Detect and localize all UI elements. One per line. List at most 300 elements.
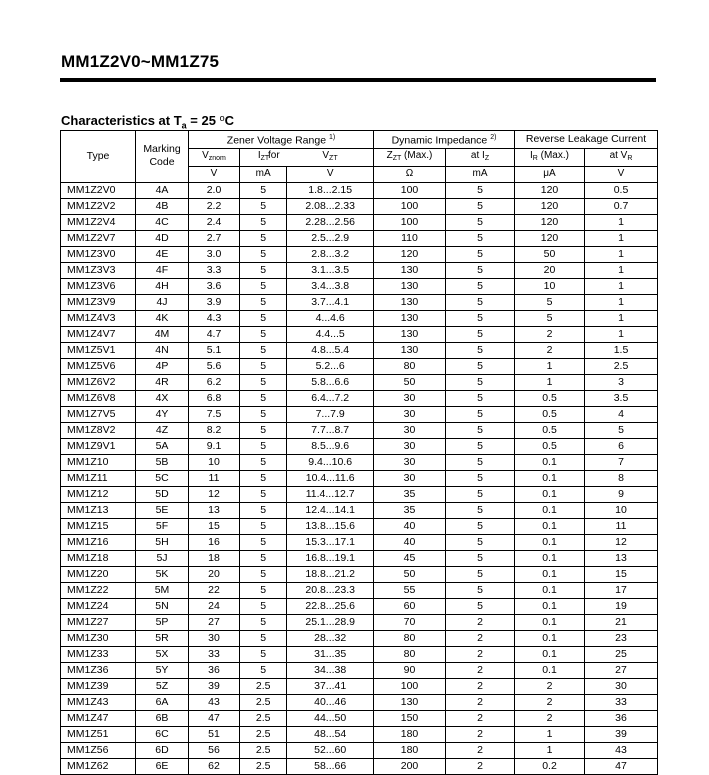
type-cell: MM1Z36 bbox=[61, 662, 136, 678]
vzt-range-cell: 1.8...2.15 bbox=[287, 182, 374, 198]
marking-code-cell: 4C bbox=[136, 214, 189, 230]
at-iz-cell: 2 bbox=[446, 646, 515, 662]
document-title: MM1Z2V0~MM1Z75 bbox=[61, 52, 220, 71]
type-cell: MM1Z2V2 bbox=[61, 198, 136, 214]
table-row bbox=[61, 374, 658, 390]
marking-code-cell: 6D bbox=[136, 742, 189, 758]
type-cell: MM1Z47 bbox=[61, 710, 136, 726]
marking-code-cell: 5K bbox=[136, 566, 189, 582]
table-row bbox=[61, 582, 658, 598]
at-vr-cell: 10 bbox=[585, 502, 658, 518]
type-cell: MM1Z15 bbox=[61, 518, 136, 534]
ir-cell: 2 bbox=[515, 326, 585, 342]
table-body bbox=[61, 182, 658, 774]
table-row bbox=[61, 422, 658, 438]
vzt-sub: ZT bbox=[329, 154, 338, 162]
vzt-range-cell: 2.8...3.2 bbox=[287, 246, 374, 262]
marking-code-cell: 4R bbox=[136, 374, 189, 390]
type-cell: MM1Z4V7 bbox=[61, 326, 136, 342]
at-vr-cell: 4 bbox=[585, 406, 658, 422]
vzt-range-cell: 37...41 bbox=[287, 678, 374, 694]
type-cell: MM1Z13 bbox=[61, 502, 136, 518]
marking-code-cell: 4X bbox=[136, 390, 189, 406]
vz-cell: 3.6 bbox=[189, 278, 240, 294]
marking-code-cell: 6B bbox=[136, 710, 189, 726]
at-iz-cell: 5 bbox=[446, 534, 515, 550]
vz-cell: 15 bbox=[189, 518, 240, 534]
table-row bbox=[61, 246, 658, 262]
marking-code-cell: 5R bbox=[136, 630, 189, 646]
at-iz-cell: 5 bbox=[446, 422, 515, 438]
type-cell: MM1Z5V6 bbox=[61, 358, 136, 374]
ir-cell: 0.5 bbox=[515, 422, 585, 438]
type-cell: MM1Z7V5 bbox=[61, 406, 136, 422]
izt-cell: 5 bbox=[240, 182, 287, 198]
zzt-cell: 90 bbox=[374, 662, 446, 678]
zzt-cell: 100 bbox=[374, 678, 446, 694]
at-vr-cell: 15 bbox=[585, 566, 658, 582]
at-iz-cell: 5 bbox=[446, 582, 515, 598]
marking-code-cell: 4B bbox=[136, 198, 189, 214]
type-cell: MM1Z3V6 bbox=[61, 278, 136, 294]
at-vr-cell: 7 bbox=[585, 454, 658, 470]
zzt-cell: 180 bbox=[374, 726, 446, 742]
marking-code-cell: 5M bbox=[136, 582, 189, 598]
ir-tail: (Max.) bbox=[537, 149, 569, 161]
header-zener-group bbox=[189, 131, 374, 149]
ir-label: I bbox=[530, 149, 533, 161]
vzt-range-cell: 11.4...12.7 bbox=[287, 486, 374, 502]
unit-at-vr: V bbox=[585, 166, 658, 182]
type-cell: MM1Z10 bbox=[61, 454, 136, 470]
header-at-vr bbox=[585, 148, 658, 166]
vz-cell: 2.0 bbox=[189, 182, 240, 198]
table-row bbox=[61, 486, 658, 502]
type-cell: MM1Z5V1 bbox=[61, 342, 136, 358]
header-izt-vzt: $I_{ZT}for$ $V_{ZT}$ bbox=[240, 148, 374, 166]
type-cell: MM1Z9V1 bbox=[61, 438, 136, 454]
zzt-cell: 55 bbox=[374, 582, 446, 598]
vz-cell: 47 bbox=[189, 710, 240, 726]
vzt-range-cell: 16.8...19.1 bbox=[287, 550, 374, 566]
at-iz-cell: 2 bbox=[446, 694, 515, 710]
type-cell: MM1Z56 bbox=[61, 742, 136, 758]
vzt-range-cell: 22.8...25.6 bbox=[287, 598, 374, 614]
ir-cell: 0.1 bbox=[515, 646, 585, 662]
type-cell: MM1Z6V8 bbox=[61, 390, 136, 406]
vz-cell: 3.9 bbox=[189, 294, 240, 310]
table-row bbox=[61, 390, 658, 406]
table-row bbox=[61, 614, 658, 630]
ir-cell: 20 bbox=[515, 262, 585, 278]
at-iz-cell: 5 bbox=[446, 310, 515, 326]
caption-eq: = 25 bbox=[186, 113, 220, 128]
ir-cell: 120 bbox=[515, 198, 585, 214]
zzt-cell: 100 bbox=[374, 182, 446, 198]
at-iz-cell: 2 bbox=[446, 742, 515, 758]
ir-cell: 2 bbox=[515, 710, 585, 726]
vzt-range-cell: 6.4...7.2 bbox=[287, 390, 374, 406]
zzt-cell: 120 bbox=[374, 246, 446, 262]
ir-cell: 5 bbox=[515, 310, 585, 326]
type-cell: MM1Z24 bbox=[61, 598, 136, 614]
at-iz-cell: 2 bbox=[446, 678, 515, 694]
at-iz-label: at I bbox=[470, 149, 485, 161]
vzt-range-cell: 34...38 bbox=[287, 662, 374, 678]
izt-cell: 5 bbox=[240, 294, 287, 310]
vz-cell: 9.1 bbox=[189, 438, 240, 454]
zzt-cell: 200 bbox=[374, 758, 446, 774]
type-cell: MM1Z2V7 bbox=[61, 230, 136, 246]
izt-cell: 2.5 bbox=[240, 758, 287, 774]
zzt-cell: 80 bbox=[374, 358, 446, 374]
vz-cell: 20 bbox=[189, 566, 240, 582]
at-iz-cell: 5 bbox=[446, 342, 515, 358]
at-vr-cell: 9 bbox=[585, 486, 658, 502]
at-vr-cell: 39 bbox=[585, 726, 658, 742]
marking-code-cell: 4D bbox=[136, 230, 189, 246]
ir-cell: 50 bbox=[515, 246, 585, 262]
at-iz-cell: 2 bbox=[446, 710, 515, 726]
type-cell: MM1Z6V2 bbox=[61, 374, 136, 390]
at-vr-cell: 5 bbox=[585, 422, 658, 438]
zzt-cell: 30 bbox=[374, 454, 446, 470]
vz-cell: 5.1 bbox=[189, 342, 240, 358]
type-cell: MM1Z12 bbox=[61, 486, 136, 502]
at-iz-cell: 5 bbox=[446, 406, 515, 422]
at-vr-cell: 1 bbox=[585, 262, 658, 278]
at-vr-cell: 1 bbox=[585, 294, 658, 310]
at-vr-cell: 12 bbox=[585, 534, 658, 550]
at-vr-cell: 33 bbox=[585, 694, 658, 710]
ir-cell: 0.1 bbox=[515, 502, 585, 518]
at-vr-cell: 21 bbox=[585, 614, 658, 630]
zzt-cell: 130 bbox=[374, 342, 446, 358]
zzt-cell: 80 bbox=[374, 646, 446, 662]
vzt-range-cell: 20.8...23.3 bbox=[287, 582, 374, 598]
izt-cell: 5 bbox=[240, 582, 287, 598]
marking-code-cell: 5J bbox=[136, 550, 189, 566]
vzt-range-cell: 4.4...5 bbox=[287, 326, 374, 342]
type-cell: MM1Z39 bbox=[61, 678, 136, 694]
ir-cell: 120 bbox=[515, 182, 585, 198]
ir-cell: 120 bbox=[515, 214, 585, 230]
marking-code-cell: 5E bbox=[136, 502, 189, 518]
zzt-cell: 130 bbox=[374, 694, 446, 710]
ir-cell: 120 bbox=[515, 230, 585, 246]
vz-cell: 16 bbox=[189, 534, 240, 550]
type-cell: MM1Z33 bbox=[61, 646, 136, 662]
vz-cell: 62 bbox=[189, 758, 240, 774]
at-iz-cell: 2 bbox=[446, 630, 515, 646]
at-iz-cell: 5 bbox=[446, 198, 515, 214]
characteristics-table bbox=[60, 130, 658, 775]
vzt-label: V bbox=[322, 149, 330, 161]
ir-sub: R bbox=[532, 154, 538, 162]
table-row bbox=[61, 742, 658, 758]
zener-footnote: 1) bbox=[328, 134, 336, 141]
table-row bbox=[61, 262, 658, 278]
ir-cell: 0.1 bbox=[515, 630, 585, 646]
marking-code-cell: 4M bbox=[136, 326, 189, 342]
type-cell: MM1Z27 bbox=[61, 614, 136, 630]
ir-cell: 1 bbox=[515, 726, 585, 742]
vzt-cell bbox=[287, 149, 373, 166]
table-row bbox=[61, 502, 658, 518]
izt-cell: 5 bbox=[240, 214, 287, 230]
table-row bbox=[61, 534, 658, 550]
at-vr-cell: 6 bbox=[585, 438, 658, 454]
vz-cell: 6.2 bbox=[189, 374, 240, 390]
header-leakage-group: Reverse Leakage Current bbox=[515, 131, 658, 149]
header-marking-code: Marking Code bbox=[136, 131, 189, 183]
at-vr-cell: 1.5 bbox=[585, 342, 658, 358]
zzt-cell: 35 bbox=[374, 502, 446, 518]
at-vr-cell: 3 bbox=[585, 374, 658, 390]
izt-cell: 5 bbox=[240, 390, 287, 406]
izt-cell: 5 bbox=[240, 422, 287, 438]
vz-cell: 24 bbox=[189, 598, 240, 614]
table-row bbox=[61, 294, 658, 310]
at-iz-cell: 5 bbox=[446, 598, 515, 614]
vz-cell: 2.4 bbox=[189, 214, 240, 230]
at-vr-cell: 23 bbox=[585, 630, 658, 646]
table-row bbox=[61, 198, 658, 214]
at-vr-cell: 13 bbox=[585, 550, 658, 566]
marking-code-cell: 4F bbox=[136, 262, 189, 278]
marking-code-cell: 5F bbox=[136, 518, 189, 534]
unit-ir: μA bbox=[515, 166, 585, 182]
table-row bbox=[61, 406, 658, 422]
at-iz-sub: Z bbox=[484, 154, 490, 162]
at-vr-cell: 27 bbox=[585, 662, 658, 678]
marking-code-cell: 5A bbox=[136, 438, 189, 454]
type-cell: MM1Z43 bbox=[61, 694, 136, 710]
vz-cell: 4.7 bbox=[189, 326, 240, 342]
marking-code-cell: 6E bbox=[136, 758, 189, 774]
vz-cell: 6.8 bbox=[189, 390, 240, 406]
izt-cell: 5 bbox=[240, 198, 287, 214]
marking-code-cell: 4A bbox=[136, 182, 189, 198]
ir-cell: 2 bbox=[515, 694, 585, 710]
zzt-cell: 80 bbox=[374, 630, 446, 646]
izt-label: I bbox=[257, 149, 261, 161]
marking-code-cell: 4Y bbox=[136, 406, 189, 422]
ir-cell: 0.1 bbox=[515, 454, 585, 470]
at-vr-cell: 1 bbox=[585, 278, 658, 294]
izt-cell: 5 bbox=[240, 486, 287, 502]
title-divider bbox=[60, 78, 656, 82]
izt-sub: ZT bbox=[260, 154, 270, 162]
ir-cell: 10 bbox=[515, 278, 585, 294]
izt-cell: 5 bbox=[240, 662, 287, 678]
vzt-range-cell: 9.4...10.6 bbox=[287, 454, 374, 470]
izt-cell: 2.5 bbox=[240, 742, 287, 758]
caption-prefix: Characteristics at T bbox=[61, 113, 182, 128]
header-ir bbox=[515, 148, 585, 166]
at-vr-cell: 36 bbox=[585, 710, 658, 726]
vz-cell: 7.5 bbox=[189, 406, 240, 422]
at-vr-cell: 8 bbox=[585, 470, 658, 486]
vzt-range-cell: 3.1...3.5 bbox=[287, 262, 374, 278]
table-row bbox=[61, 358, 658, 374]
type-cell: MM1Z3V0 bbox=[61, 246, 136, 262]
vzt-range-cell: 40...46 bbox=[287, 694, 374, 710]
table-row bbox=[61, 454, 658, 470]
vzt-range-cell: 18.8...21.2 bbox=[287, 566, 374, 582]
marking-code-cell: 4N bbox=[136, 342, 189, 358]
at-iz-cell: 5 bbox=[446, 470, 515, 486]
at-iz-cell: 5 bbox=[446, 566, 515, 582]
vz-cell: 3.3 bbox=[189, 262, 240, 278]
at-iz-cell: 5 bbox=[446, 358, 515, 374]
izt-cell: 2.5 bbox=[240, 710, 287, 726]
table-row bbox=[61, 470, 658, 486]
izt-cell: 5 bbox=[240, 438, 287, 454]
izt-cell: 5 bbox=[240, 614, 287, 630]
ir-cell: 0.5 bbox=[515, 390, 585, 406]
zzt-cell: 45 bbox=[374, 550, 446, 566]
vz-cell: 3.0 bbox=[189, 246, 240, 262]
at-iz-cell: 5 bbox=[446, 326, 515, 342]
marking-code-cell: 5N bbox=[136, 598, 189, 614]
zzt-cell: 60 bbox=[374, 598, 446, 614]
izt-cell: 2.5 bbox=[240, 678, 287, 694]
at-vr-cell: 30 bbox=[585, 678, 658, 694]
vz-cell: 30 bbox=[189, 630, 240, 646]
header-vz bbox=[189, 148, 240, 166]
vzt-range-cell: 3.4...3.8 bbox=[287, 278, 374, 294]
at-vr-cell: 1 bbox=[585, 246, 658, 262]
marking-code-cell: 4K bbox=[136, 310, 189, 326]
at-iz-cell: 5 bbox=[446, 502, 515, 518]
izt-cell: 5 bbox=[240, 470, 287, 486]
at-iz-cell: 5 bbox=[446, 374, 515, 390]
vzt-range-cell: 58...66 bbox=[287, 758, 374, 774]
marking-code-cell: 5D bbox=[136, 486, 189, 502]
zzt-cell: 30 bbox=[374, 470, 446, 486]
table-row bbox=[61, 214, 658, 230]
at-iz-cell: 2 bbox=[446, 758, 515, 774]
at-iz-cell: 5 bbox=[446, 454, 515, 470]
type-cell: MM1Z22 bbox=[61, 582, 136, 598]
vzt-range-cell: 31...35 bbox=[287, 646, 374, 662]
at-iz-cell: 5 bbox=[446, 214, 515, 230]
zzt-cell: 70 bbox=[374, 614, 446, 630]
marking-code-cell: 5Y bbox=[136, 662, 189, 678]
unit-vzt: V bbox=[287, 166, 374, 182]
izt-cell: 5 bbox=[240, 246, 287, 262]
vz-sub: znom bbox=[208, 154, 226, 162]
table-row bbox=[61, 758, 658, 774]
vz-cell: 11 bbox=[189, 470, 240, 486]
header-type: Type bbox=[61, 131, 136, 183]
vzt-range-cell: 4...4.6 bbox=[287, 310, 374, 326]
zzt-cell: 180 bbox=[374, 742, 446, 758]
zzt-cell: 130 bbox=[374, 262, 446, 278]
zzt-cell: 30 bbox=[374, 406, 446, 422]
table-header bbox=[61, 131, 658, 183]
at-vr-cell: 1 bbox=[585, 310, 658, 326]
type-cell: MM1Z30 bbox=[61, 630, 136, 646]
izt-cell: 5 bbox=[240, 326, 287, 342]
at-vr-cell: 19 bbox=[585, 598, 658, 614]
marking-code-cell: 6A bbox=[136, 694, 189, 710]
unit-izt: mA bbox=[240, 166, 287, 182]
at-iz-cell: 2 bbox=[446, 726, 515, 742]
at-iz-cell: 2 bbox=[446, 662, 515, 678]
table-row bbox=[61, 678, 658, 694]
izt-cell: 5 bbox=[240, 310, 287, 326]
izt-cell: 5 bbox=[240, 278, 287, 294]
table-row bbox=[61, 646, 658, 662]
caption-unit: C bbox=[224, 113, 234, 128]
header-zzt bbox=[374, 148, 446, 166]
vz-cell: 5.6 bbox=[189, 358, 240, 374]
vz-cell: 36 bbox=[189, 662, 240, 678]
at-vr-cell: 3.5 bbox=[585, 390, 658, 406]
at-vr-cell: 11 bbox=[585, 518, 658, 534]
izt-cell: 2.5 bbox=[240, 726, 287, 742]
izt-cell: 5 bbox=[240, 230, 287, 246]
izt-cell: 5 bbox=[240, 342, 287, 358]
at-iz-cell: 5 bbox=[446, 246, 515, 262]
marking-code-cell: 4E bbox=[136, 246, 189, 262]
marking-code-cell: 4Z bbox=[136, 422, 189, 438]
caption-sub: a bbox=[181, 120, 187, 131]
marking-code-cell: 5P bbox=[136, 614, 189, 630]
table-row bbox=[61, 566, 658, 582]
izt-cell: 5 bbox=[240, 598, 287, 614]
table-row bbox=[61, 630, 658, 646]
vzt-range-cell: 48...54 bbox=[287, 726, 374, 742]
table-row bbox=[61, 518, 658, 534]
ir-cell: 5 bbox=[515, 294, 585, 310]
zzt-cell: 40 bbox=[374, 518, 446, 534]
ir-cell: 1 bbox=[515, 358, 585, 374]
marking-code-cell: 6C bbox=[136, 726, 189, 742]
zzt-cell: 150 bbox=[374, 710, 446, 726]
izt-cell: 5 bbox=[240, 630, 287, 646]
zzt-cell: 100 bbox=[374, 198, 446, 214]
ir-cell: 1 bbox=[515, 374, 585, 390]
at-iz-cell: 5 bbox=[446, 182, 515, 198]
type-cell: MM1Z18 bbox=[61, 550, 136, 566]
ir-cell: 0.1 bbox=[515, 582, 585, 598]
at-iz-cell: 5 bbox=[446, 550, 515, 566]
zzt-cell: 30 bbox=[374, 438, 446, 454]
table-row bbox=[61, 710, 658, 726]
zzt-cell: 130 bbox=[374, 326, 446, 342]
type-cell: MM1Z8V2 bbox=[61, 422, 136, 438]
table-row bbox=[61, 550, 658, 566]
vzt-range-cell: 25.1...28.9 bbox=[287, 614, 374, 630]
at-vr-cell: 1 bbox=[585, 326, 658, 342]
izt-cell: 5 bbox=[240, 550, 287, 566]
vzt-range-cell: 2.08...2.33 bbox=[287, 198, 374, 214]
type-cell: MM1Z16 bbox=[61, 534, 136, 550]
zzt-cell: 110 bbox=[374, 230, 446, 246]
dynamic-footnote: 2) bbox=[490, 134, 497, 141]
vzt-range-cell: 7...7.9 bbox=[287, 406, 374, 422]
zzt-sub: ZT bbox=[392, 154, 402, 162]
zzt-cell: 130 bbox=[374, 278, 446, 294]
at-vr-cell: 1 bbox=[585, 214, 658, 230]
table-row bbox=[61, 310, 658, 326]
ir-cell: 0.1 bbox=[515, 518, 585, 534]
at-vr-cell: 43 bbox=[585, 742, 658, 758]
table-row bbox=[61, 598, 658, 614]
